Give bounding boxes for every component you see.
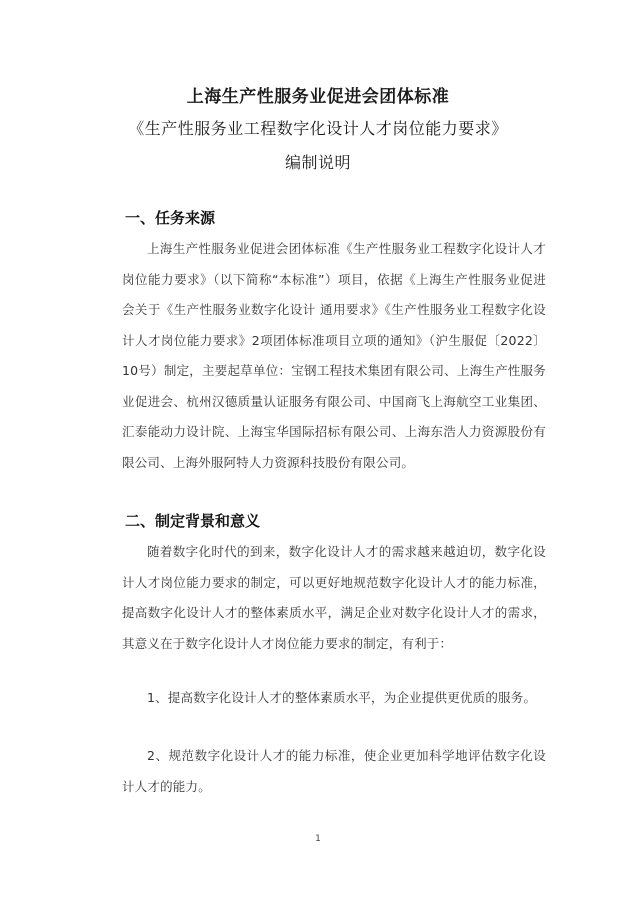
- document-title-note: 编制说明: [284, 153, 351, 172]
- paragraph-background: 随着数字化时代的到来，数字化设计人才的需求越来越迫切，数字化设计人才岗位能力要求的制定，可以更好地规范数字化设计人才的能力标准，提高数字化设计人才的整体素质水平，满足企业对数字化设计人才的需求，其意义在于数字化设计人才岗位能力要求的制定，有利于：: [122, 544, 546, 651]
- paragraph-task-source: 上海生产性服务业促进会团体标准《生产性服务业工程数字化设计人才岗位能力要求》（以下简称“本标准”）项目，依据《上海生产性服务业促进会关于《生产性服务业数字化设计 通用要求》《生产性服务业工程数字化设计人才岗位能力要求》2项团体标准项目立项的通知》（沪生服促〔2022〕10号）制定，主要起草单位：宝钢工程技术集团有限公司、上海生产性服务业促进会、杭州汉德质量认证服务有限公司、中国商飞上海航空工业集团、汇泰能动力设计院、上海宝华国际招标有限公司、上海东浩人力资源股份有限公司、上海外服阿特人力资源科技股份有限公司。: [122, 241, 546, 470]
- document-title-main: 上海生产性服务业促进会团体标准: [186, 87, 450, 107]
- section-heading-task-source: 一、任务来源: [125, 209, 216, 227]
- section-heading-background: 二、制定背景和意义: [125, 512, 261, 530]
- document-title-block: [0, 84, 636, 176]
- paragraph-point-2: 2、规范数字化设计人才的能力标准，使企业更加科学地评估数字化设计人才的能力。: [122, 748, 546, 794]
- paragraph-point-1: 1、提高数字化设计人才的整体素质水平，为企业提供更优质的服务。: [147, 690, 537, 705]
- page-number: 1: [315, 834, 321, 844]
- document-title-standard: 《生产性服务业工程数字化设计人才岗位能力要求》: [128, 119, 508, 138]
